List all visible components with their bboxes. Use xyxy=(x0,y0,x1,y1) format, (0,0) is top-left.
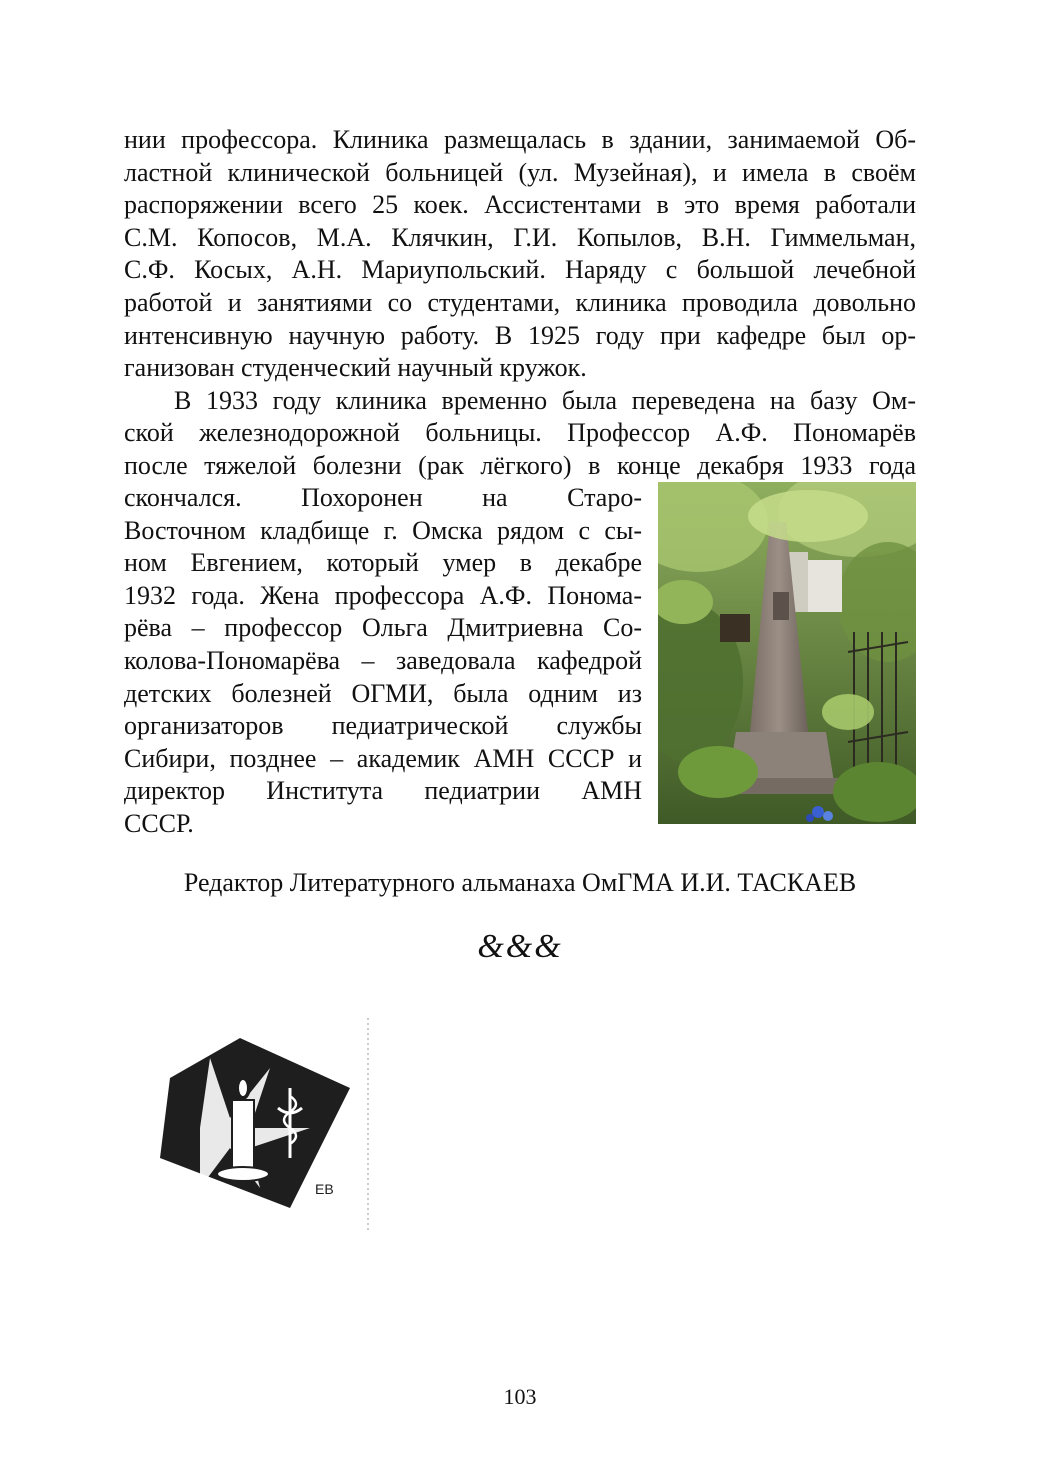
text-line: ном Евгением, который умер в декабре xyxy=(124,548,642,578)
text-line: работой и занятиями со студентами, клиника проводила довольно xyxy=(124,287,916,317)
text-line: интенсивную научную работу. В 1925 году при кафедре был ор- xyxy=(124,320,916,350)
text-line: нии профессора. Клиника размещалась в здании, занимаемой Об- xyxy=(124,125,916,154)
editor-credit: Редактор Литературного альманаха ОмГМА И.И. ТАСКАЕВ xyxy=(183,868,857,897)
text-line: распоряжении всего 25 коек. Ассистентами в это время работали xyxy=(124,190,916,220)
text-line: В 1933 году клиника временно была переведена на базу Ом- xyxy=(174,385,916,415)
text-line: С.М. Копосов, М.А. Клячкин, Г.И. Копылов, В.Н. Гиммельман, xyxy=(124,222,916,252)
paragraph-1 xyxy=(124,124,916,385)
emblem-monogram: ЕВ xyxy=(315,1181,334,1197)
text-line: Сибири, позднее – академик АМН СССР и xyxy=(124,743,642,773)
text-line: Восточном кладбище г. Омска рядом с сы- xyxy=(124,515,642,545)
ornament-divider: &&& xyxy=(477,928,563,965)
text-line: рёва – профессор Ольга Дмитриевна Со- xyxy=(124,613,642,643)
paragraph-2 xyxy=(124,385,916,483)
text-line: ластной клинической больницей (ул. Музейная), и имела в своём xyxy=(124,157,916,187)
text-line: С.Ф. Косых, А.Н. Мариупольский. Наряду с большой лечебной xyxy=(124,255,916,285)
text-line: организаторов педиатрической службы xyxy=(124,711,642,741)
text-line: после тяжелой болезни (рак лёгкого) в конце декабря 1933 года xyxy=(124,450,916,480)
text-line: детских болезней ОГМИ, была одним из xyxy=(124,678,642,708)
text-line: ганизован студенческий научный кружок. xyxy=(124,353,587,383)
candle-caduceus-emblem xyxy=(140,1018,372,1230)
page-number: 103 xyxy=(503,1384,537,1409)
text-line: директор Института педиатрии АМН xyxy=(124,776,642,806)
grave-photo xyxy=(658,482,916,824)
text-line: колова-Пономарёва – заведовала кафедрой xyxy=(124,645,642,675)
text-line: скончался. Похоронен на Старо- xyxy=(124,483,642,512)
text-line: СССР. xyxy=(124,808,194,838)
text-line: ской железнодорожной больницы. Профессор А.Ф. Пономарёв xyxy=(124,418,916,448)
body-text xyxy=(124,124,916,483)
paragraph-2-wrapped xyxy=(124,482,642,841)
text-line: 1932 года. Жена профессора А.Ф. Понома- xyxy=(124,580,642,610)
